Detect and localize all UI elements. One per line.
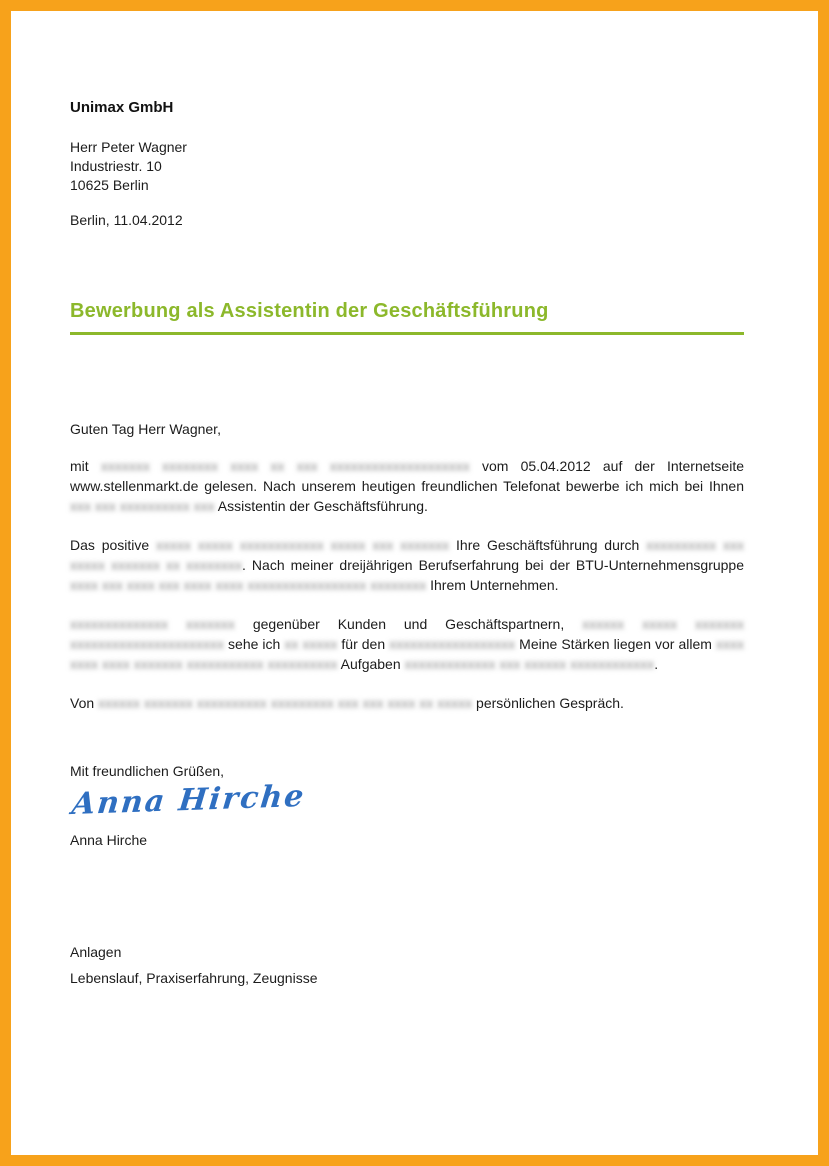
redacted-text: xxx xxx xxxxxxxxxx xxx xyxy=(70,498,215,514)
paragraph-text: Aufgaben xyxy=(337,656,405,672)
recipient-address xyxy=(70,138,744,195)
attachments-items: Lebenslauf, Praxiserfahrung, Zeugnisse xyxy=(70,970,318,986)
paragraph-text: Assistentin der Geschäftsführung. xyxy=(214,498,428,514)
redacted-text: xxxx xxxx xxxx xxxxxxx xxxxxxxxxxx xxxxxxxxxx xyxy=(70,636,744,672)
redacted-text: xxxxxx xxxxxxx xxxxxxxxxx xxxxxxxxx xxx xxx xxxx xx xxxxx xyxy=(98,695,473,711)
redacted-text: xxxxxxx xxxxxxxx xxxx xx xxx xxxxxxxxxxxxxxxxxxxx xyxy=(100,458,470,474)
paragraph-text: Von xyxy=(70,695,99,711)
paragraph-text: mit xyxy=(70,458,101,474)
redacted-text: xxxxxxxxxxxxxx xxxxxxx xyxy=(70,616,235,632)
redacted-text: xxxxx xxxxx xxxxxxxxxxxx xxxxx xxx xxxxxxx xyxy=(156,537,450,553)
closing-regards: Mit freundlichen Grüßen, xyxy=(70,763,225,779)
paragraph-text: . Nach meiner dreijährigen Berufserfahrung bei der BTU-Unternehmensgruppe xyxy=(242,557,744,573)
paragraph-text: vom 05.04.2012 auf der Internetseite www.stellenmarkt.de gelesen. Nach unserem heutigen freundlichen Telefonat bewerbe ich mich bei Ihnen xyxy=(70,458,744,494)
redacted-text: xxxx xxx xxxx xxx xxxx xxxx xxxxxxxxxxxxxxxxx xxxxxxxx xyxy=(70,577,427,593)
letter-body xyxy=(70,456,744,713)
redacted-text: xxxxxxxxxxxxxxxxxx xyxy=(389,636,516,652)
paragraph-text: . xyxy=(654,656,659,672)
paragraph-text: Meine Stärken liegen vor allem xyxy=(515,636,716,652)
paragraph-text: für den xyxy=(337,636,390,652)
subject-heading: Bewerbung als Assistentin der Geschäftsführung xyxy=(70,300,549,322)
redacted-text: xxxxxx xxxxx xxxxxxx xxxxxxxxxxxxxxxxxxxxxx xyxy=(70,616,744,652)
paragraph-text: Das positive xyxy=(70,537,157,553)
paragraph-text: Ihre Geschäftsführung durch xyxy=(449,537,647,553)
recipient-line: Herr Peter Wagner xyxy=(70,139,187,155)
body-paragraph xyxy=(70,693,744,713)
body-paragraph xyxy=(70,535,744,595)
paragraph-text: sehe ich xyxy=(224,636,285,652)
paragraph-text: Ihrem Unternehmen. xyxy=(426,577,559,593)
redacted-text: xxxxxxxxxxxxx xxx xxxxxx xxxxxxxxxxxx xyxy=(404,656,655,672)
attachments-label: Anlagen xyxy=(70,944,122,960)
company-name: Unimax GmbH xyxy=(70,99,174,116)
typed-name: Anna Hirche xyxy=(70,832,148,848)
paragraph-text: gegenüber Kunden und Geschäftspartnern, xyxy=(234,616,583,632)
recipient-line: Industriestr. 10 xyxy=(70,158,162,174)
handwritten-signature: Anna Hirche xyxy=(70,778,308,823)
letter-page xyxy=(11,11,818,1155)
body-paragraph xyxy=(70,456,744,516)
subject-underline xyxy=(70,332,744,335)
salutation: Guten Tag Herr Wagner, xyxy=(70,421,221,437)
date-line: Berlin, 11.04.2012 xyxy=(70,212,183,228)
recipient-line: 10625 Berlin xyxy=(70,177,149,193)
redacted-text: xx xxxxx xyxy=(284,636,338,652)
paragraph-text: persönlichen Gespräch. xyxy=(472,695,624,711)
redacted-text: xxxxxxxxxx xxx xxxxx xxxxxxx xx xxxxxxxx xyxy=(70,537,745,573)
body-paragraph xyxy=(70,614,744,674)
